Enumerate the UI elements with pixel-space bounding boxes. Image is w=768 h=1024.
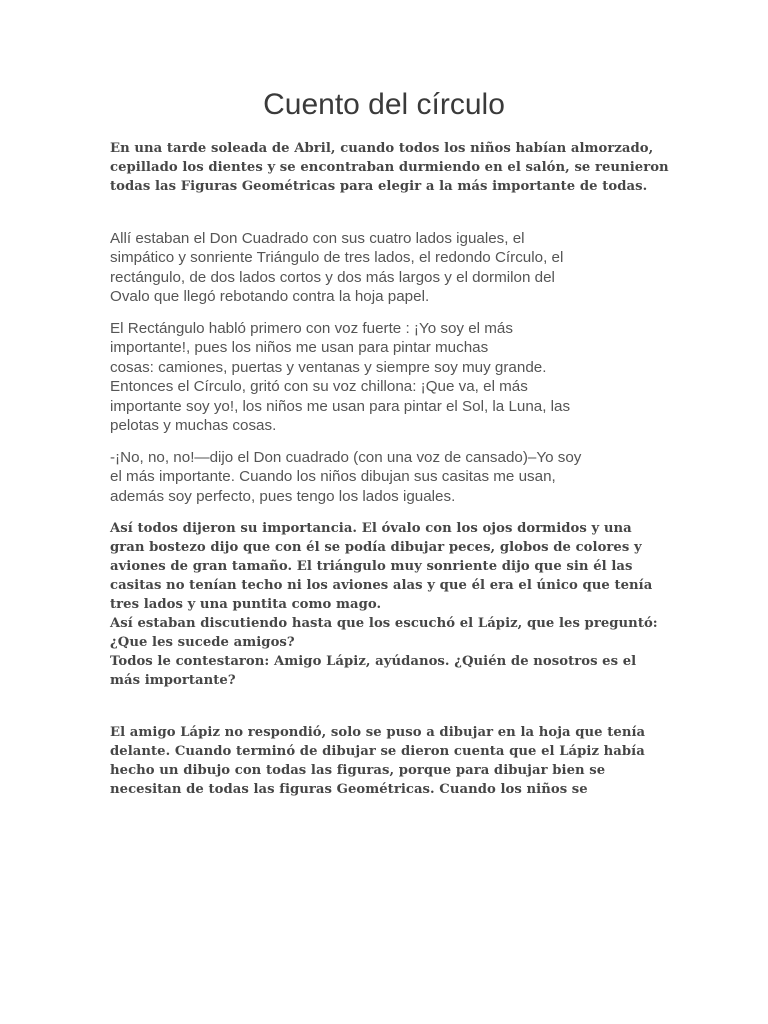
text-line: Ovalo que llegó rebotando contra la hoja papel. bbox=[110, 288, 430, 306]
text-line: Entonces el Círculo, gritó con su voz chillona: ¡Que va, el más bbox=[110, 378, 528, 396]
text-line: más importante? bbox=[110, 673, 236, 688]
paragraph-square bbox=[110, 448, 670, 506]
text-line: delante. Cuando terminó de dibujar se dieron cuenta que el Lápiz había bbox=[110, 744, 645, 759]
text-line: Allí estaban el Don Cuadrado con sus cuatro lados iguales, el bbox=[110, 230, 525, 247]
text-line: el más importante. Cuando los niños dibujan sus casitas me usan, bbox=[110, 468, 556, 486]
text-line: importante!, pues los niños me usan para pintar muchas bbox=[110, 339, 489, 357]
paragraph-intro bbox=[110, 139, 670, 196]
text-line: Así todos dijeron su importancia. El óvalo con los ojos dormidos y una bbox=[110, 521, 632, 536]
text-line: -¡No, no, no!—dijo el Don cuadrado (con una voz de cansado)–Yo soy bbox=[110, 449, 582, 466]
page-title: Cuento del círculo bbox=[263, 88, 505, 121]
text-line: además soy perfecto, pues tengo los lados iguales. bbox=[110, 487, 456, 505]
paragraph-discussion bbox=[110, 519, 670, 690]
text-line: En una tarde soleada de Abril, cuando todos los niños habían almorzado, bbox=[110, 141, 654, 156]
text-line: pelotas y muchas cosas. bbox=[110, 417, 277, 435]
text-line: rectángulo, de dos lados cortos y dos más largos y el dormilon del bbox=[110, 268, 555, 286]
text-line: importante soy yo!, los niños me usan para pintar el Sol, la Luna, las bbox=[110, 397, 571, 415]
text-line: todas las Figuras Geométricas para elegir a la más importante de todas. bbox=[110, 179, 648, 194]
text-line: simpático y sonriente Triángulo de tres lados, el redondo Círculo, el bbox=[110, 249, 564, 267]
text-line: ¿Que les sucede amigos? bbox=[110, 635, 295, 650]
paragraph-characters bbox=[110, 229, 670, 307]
text-line: Todos le contestaron: Amigo Lápiz, ayúdanos. ¿Quién de nosotros es el bbox=[110, 654, 637, 669]
text-line: cosas: camiones, puertas y ventanas y siempre soy muy grande. bbox=[110, 358, 547, 376]
text-line: Así estaban discutiendo hasta que los escuchó el Lápiz, que les preguntó: bbox=[110, 616, 658, 631]
text-line: El amigo Lápiz no respondió, solo se puso a dibujar en la hoja que tenía bbox=[110, 725, 646, 740]
paragraph-rectangle bbox=[110, 319, 670, 435]
text-line: necesitan de todas las figuras Geométricas. Cuando los niños se bbox=[110, 782, 588, 797]
text-line: casitas no tenían techo ni los aviones alas y que él era el único que tenía bbox=[110, 578, 653, 593]
text-line: El Rectángulo habló primero con voz fuerte : ¡Yo soy el más bbox=[110, 320, 513, 337]
text-line: gran bostezo dijo que con él se podía dibujar peces, globos de colores y bbox=[110, 540, 642, 555]
paragraph-pencil bbox=[110, 723, 670, 799]
text-line: tres lados y una puntita como mago. bbox=[110, 597, 382, 612]
text-line: hecho un dibujo con todas las figuras, porque para dibujar bien se bbox=[110, 763, 606, 778]
text-line: cepillado los dientes y se encontraban durmiendo en el salón, se reunieron bbox=[110, 160, 669, 175]
text-line: aviones de gran tamaño. El triángulo muy sonriente dijo que sin él las bbox=[110, 559, 633, 574]
